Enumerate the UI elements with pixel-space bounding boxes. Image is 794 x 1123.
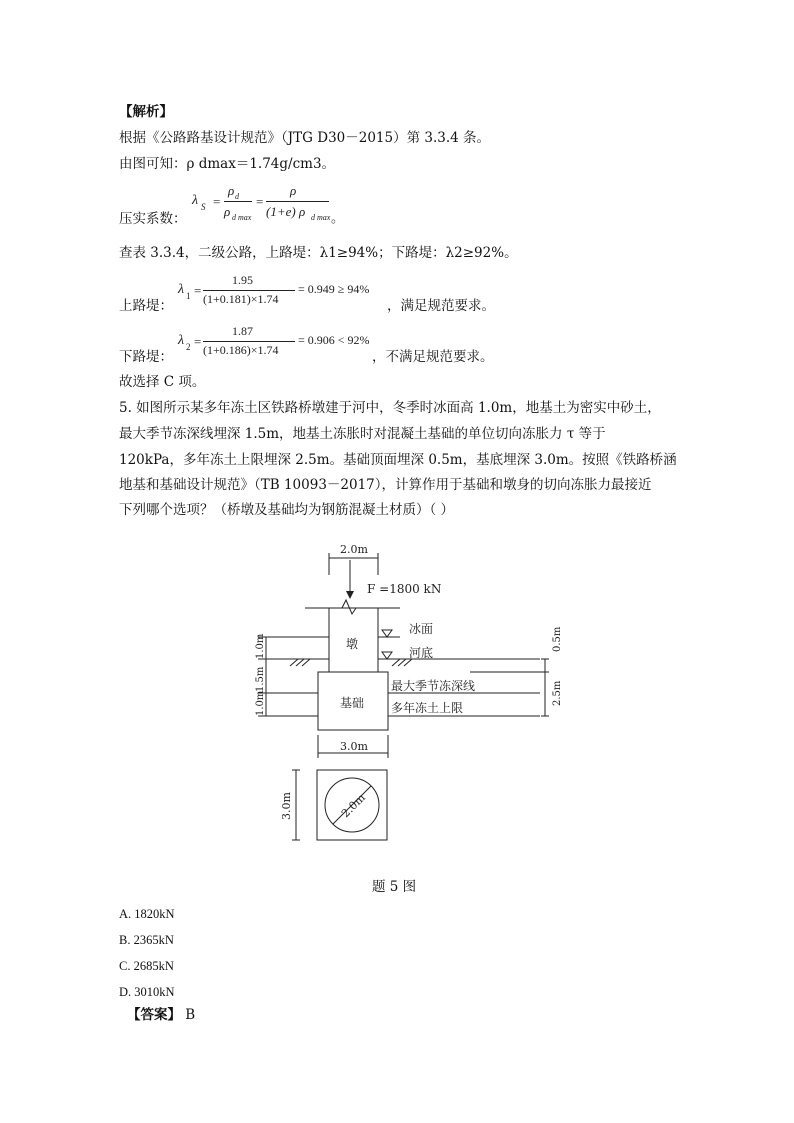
fig-force: F =1800 kN	[367, 582, 442, 596]
fig-foundation-label: 基础	[340, 696, 365, 710]
fig-dim-left-2: 1.5m	[255, 666, 266, 692]
fig-permafrost-label: 多年冻土上限	[391, 701, 464, 715]
option-c: C. 2685kN	[119, 959, 174, 973]
fig-dim-left-1: 1.0m	[255, 633, 266, 659]
compaction-label: 压实系数：	[119, 211, 187, 227]
figure-caption: 题 5 图	[372, 879, 417, 895]
fig-ice-label: 冰面	[409, 622, 434, 636]
option-d: D. 3010kN	[119, 985, 175, 999]
fig-dim-left-3: 1.0m	[255, 690, 266, 716]
fig-pier-label: 墩	[346, 637, 359, 651]
question-line-5: 下列哪个选项？（桥墩及基础均为钢筋混凝土材质）（ ）	[119, 502, 455, 518]
fig-frost-line-label: 最大季节冻深线	[391, 679, 476, 693]
fig-plan-side: 3.0m	[280, 792, 293, 820]
answer-value: B	[185, 1007, 196, 1023]
option-b: B. 2365kN	[119, 933, 174, 947]
question-line-4: 地基和基础设计规范》（TB 10093－2017），计算作用于基础和墩身的切向冻胀力最接近	[119, 477, 652, 493]
analysis-density: 由图可知：ρ dmax＝1.74g/cm3。	[119, 156, 336, 172]
question-line-3: 120kPa，多年冻土上限埋深 2.5m。基础顶面埋深 0.5m，基底埋深 3.0m。按照《铁路桥涵	[119, 452, 677, 468]
answer-label: 【答案】	[127, 1007, 181, 1023]
upper-label: 上路堤：	[119, 298, 173, 314]
fig-plan-diameter: 2.0m	[338, 791, 368, 821]
lower-label: 下路堤：	[119, 349, 173, 365]
fig-dim-right-2: 2.5m	[552, 680, 563, 706]
question-line-2: 最大季节冻深线埋深 1.5m，地基土冻胀时对混凝土基础的单位切向冻胀力 τ 等于	[119, 426, 606, 442]
question-line-1: 5. 如图所示某多年冻土区铁路桥墩建于河中，冬季时冰面高 1.0m，地基土为密实中砂土，	[119, 400, 661, 416]
option-a: A. 1820kN	[119, 907, 175, 921]
fig-riverbed-label: 河底	[409, 646, 434, 660]
fig-base-width: 3.0m	[340, 740, 368, 753]
answer-line	[127, 1006, 195, 1024]
analysis-heading: 【解析】	[119, 104, 173, 120]
analysis-reference: 根据《公路路基设计规范》（JTG D30－2015）第 3.3.4 条。	[119, 130, 491, 146]
analysis-conclusion: 故选择 C 项。	[119, 374, 206, 390]
fig-top-width: 2.0m	[340, 543, 368, 556]
fig-dim-right-1: 0.5m	[552, 626, 563, 652]
analysis-table-lookup: 查表 3.3.4，二级公路，上路堤：λ1≥94%；下路堤：λ2≥92%。	[119, 245, 518, 261]
